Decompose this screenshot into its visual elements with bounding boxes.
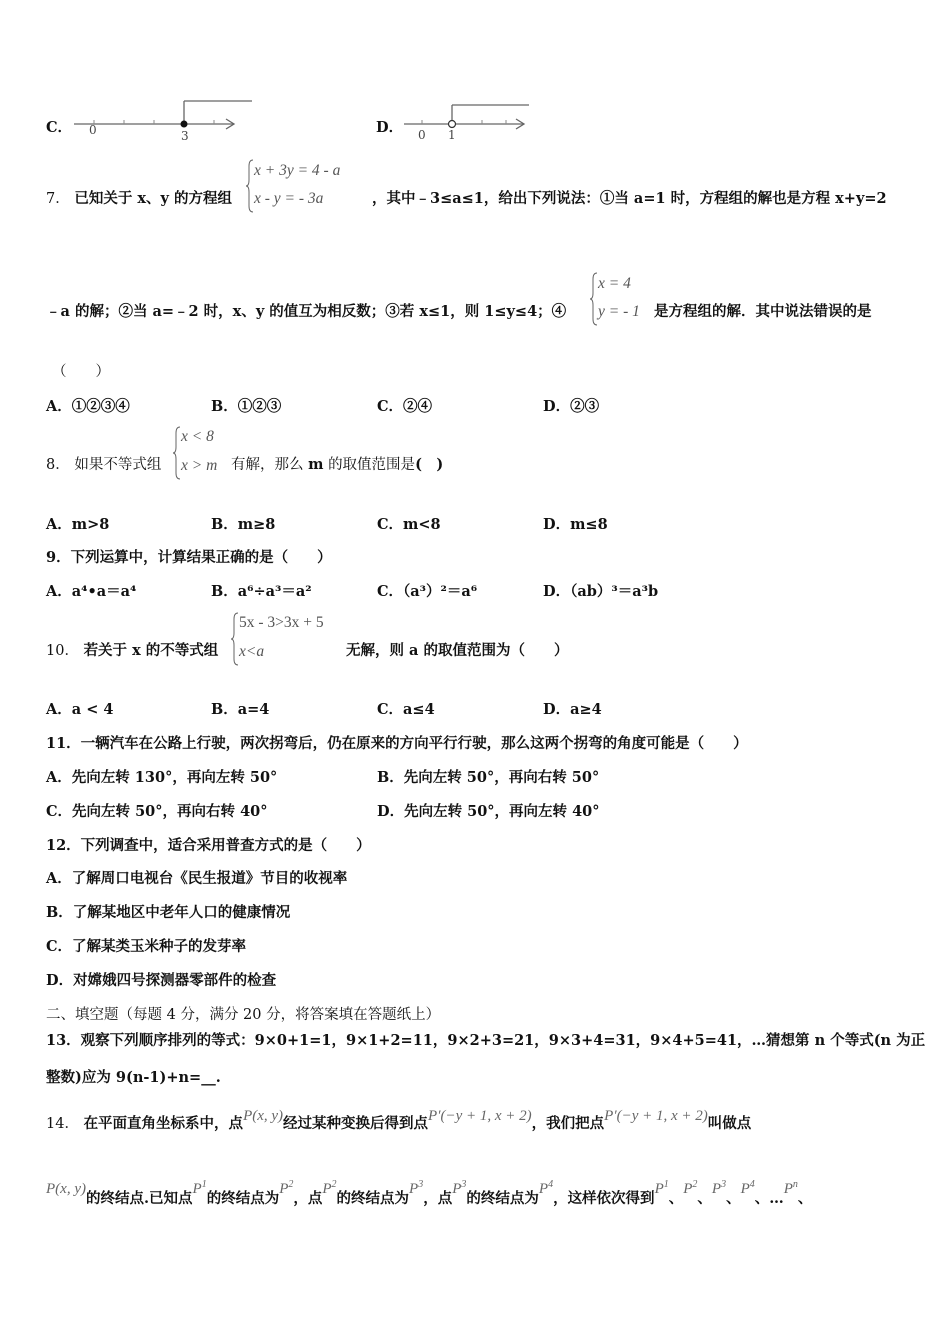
question-8-text-a: 如果不等式组 bbox=[74, 457, 162, 473]
numberline-c-tick-0: 0 bbox=[89, 123, 97, 137]
question-14-text-f-1: 的终结点为 bbox=[206, 1190, 280, 1207]
question-14-text-f-2: 的终结点为 bbox=[336, 1190, 410, 1207]
numberline-c-tick-3: 3 bbox=[181, 129, 189, 143]
question-12-option-b: B．了解某地区中老年人口的健康情况 bbox=[46, 904, 291, 921]
question-10-inequality-2: x<a bbox=[239, 643, 265, 660]
question-13-line-2: 整数)应为 9(n-1)+n=__. bbox=[46, 1069, 221, 1086]
question-11-option-a: A．先向左转 130°，再向左转 50° bbox=[46, 769, 278, 786]
question-8-inequality-2: x > m bbox=[181, 457, 218, 474]
question-14-text-e: 的终结点.已知点 bbox=[85, 1190, 193, 1207]
question-10-inequality-system bbox=[231, 611, 351, 667]
question-7-solution-y: y = - 1 bbox=[598, 303, 640, 320]
question-7-equation-system bbox=[246, 158, 366, 214]
question-8-text-c: 的取值范围是 bbox=[328, 457, 416, 473]
question-7-line-1 bbox=[46, 187, 232, 208]
question-7-text-b: ，其中﹣3≤a≤1，给出下列说法：①当 a=1 时，方程组的解也是方程 x+y=2 bbox=[372, 190, 887, 207]
question-8-option-a: A．m>8 bbox=[46, 516, 110, 533]
question-10-text-a: 若关于 x 的不等式组 bbox=[83, 642, 219, 659]
question-8-number: 8． bbox=[46, 457, 70, 473]
question-7-number: 7． bbox=[46, 191, 70, 207]
option-c-numberline bbox=[46, 100, 266, 150]
question-11-text: 11．一辆汽车在公路上行驶，两次拐弯后，仍在原来的方向平行行驶，那么这两个拐弯的角度可能是（ ） bbox=[46, 735, 748, 752]
option-c-label: C． bbox=[46, 119, 73, 136]
question-14-p2b: $P^2$ bbox=[322, 1179, 337, 1197]
question-14-number: 14． bbox=[46, 1116, 79, 1132]
question-8-line-1b bbox=[231, 453, 443, 474]
question-14-seq-p1: $P^1$ bbox=[654, 1179, 669, 1197]
question-7-text-d: 是方程组的解．其中说法错误的是 bbox=[654, 303, 872, 320]
question-14-seq-p3: $P^3$ bbox=[711, 1179, 727, 1197]
question-14-point-p: P(x, y) bbox=[243, 1108, 284, 1124]
question-14-point-p-2: P(x, y) bbox=[46, 1181, 86, 1197]
question-11-option-d: D．先向左转 50°，再向左转 40° bbox=[377, 803, 600, 820]
question-7-text-a: 已知关于 x、y 的方程组 bbox=[74, 190, 233, 207]
question-7-paren: （ ） bbox=[52, 364, 110, 380]
question-14-text-f-3: 的终结点为 bbox=[466, 1190, 539, 1207]
question-8-text-b: 有解，那么 bbox=[231, 457, 304, 473]
numberline-d-graphic bbox=[404, 100, 564, 145]
question-8-line-1 bbox=[46, 453, 161, 474]
question-7-solution-system bbox=[590, 271, 660, 327]
question-14-point-pprime-2: P′(−y + 1, x + 2) bbox=[604, 1108, 708, 1124]
option-d-numberline bbox=[376, 100, 576, 150]
question-8-option-b: B．m≥8 bbox=[211, 516, 276, 533]
question-14-text-g-1: ，点 bbox=[293, 1190, 323, 1207]
question-9-option-b: B．a⁶÷a³＝a² bbox=[211, 583, 312, 600]
question-10-number: 10． bbox=[46, 643, 79, 659]
question-8-inequality-system bbox=[173, 425, 233, 481]
question-14-text-g-2: ，点 bbox=[423, 1190, 453, 1207]
question-8-paren: ( ) bbox=[415, 456, 444, 473]
question-10-option-c: C．a≤4 bbox=[377, 701, 435, 718]
numberline-c-graphic bbox=[74, 100, 274, 145]
numberline-d-tick-0: 0 bbox=[418, 128, 426, 142]
question-11-option-b: B．先向左转 50°，再向右转 50° bbox=[377, 769, 600, 786]
numberline-d-tick-1: 1 bbox=[448, 128, 456, 142]
option-d-label: D． bbox=[376, 119, 404, 136]
question-14-text-d: 叫做点 bbox=[707, 1115, 752, 1132]
question-14-comma: ， bbox=[553, 1190, 568, 1207]
question-7-solution-x: x = 4 bbox=[598, 275, 631, 292]
question-7-option-b: B．①②③ bbox=[211, 398, 282, 415]
question-7-option-d: D．②③ bbox=[543, 398, 600, 415]
question-8-option-c: C．m<8 bbox=[377, 516, 441, 533]
question-14-point-pprime: P′(−y + 1, x + 2) bbox=[428, 1108, 532, 1124]
question-12-text: 12．下列调查中，适合采用普查方式的是（ ） bbox=[46, 837, 371, 854]
question-10-line-1 bbox=[46, 639, 218, 660]
question-7-equation-1: x + 3y = 4 - a bbox=[254, 162, 341, 179]
question-12-option-a: A．了解周口电视台《民生报道》节目的收视率 bbox=[46, 870, 348, 887]
question-14-text-b: 经过某种变换后得到点 bbox=[283, 1115, 429, 1132]
question-8-option-d: D．m≤8 bbox=[543, 516, 608, 533]
question-9-text: 9．下列运算中，计算结果正确的是（ ） bbox=[46, 549, 332, 566]
question-14-ellipsis: … bbox=[769, 1190, 784, 1207]
question-12-option-c: C．了解某类玉米种子的发芽率 bbox=[46, 938, 247, 955]
question-14-p4: $P^4$ bbox=[538, 1179, 554, 1197]
question-7-text-c: ﹣a 的解；②当 a=﹣2 时，x、y 的值互为相反数；③若 x≤1，则 1≤y≤4；④ bbox=[46, 303, 567, 320]
question-8-inequality-1: x < 8 bbox=[181, 428, 214, 445]
question-10-inequality-1: 5x - 3>3x + 5 bbox=[239, 614, 324, 631]
question-14-p2: $P^2$ bbox=[279, 1179, 294, 1197]
question-14-line-2: P(x, y)的终结点.已知点$P^1$的终结点为$P^2$，点$P^2$的终结点为$P^3$，点$P^3$的终结点为$P^4$，这样依次得到$P^1$、$P^2$、$P^3$、$P^4$、$\dots P^n$、 bbox=[46, 1179, 813, 1207]
question-14-seq-p2: $P^2$ bbox=[683, 1179, 698, 1197]
question-9-option-d: D．（ab）³＝a³b bbox=[543, 583, 659, 600]
question-14-text-c: ，我们把点 bbox=[531, 1115, 605, 1132]
question-14-seq-pn: $P^n$ bbox=[783, 1179, 798, 1197]
question-12-option-d: D．对嫦娥四号探测器零部件的检查 bbox=[46, 972, 277, 989]
question-14-p1: $P^1$ bbox=[192, 1179, 207, 1197]
question-14-line-1 bbox=[46, 1108, 752, 1133]
question-13-line-1: 13．观察下列顺序排列的等式：9×0+1=1，9×1+2=11，9×2+3=21，9×3+4=31，9×4+5=41，…猜想第 n 个等式(n 为正 bbox=[46, 1032, 926, 1049]
question-10-option-b: B．a=4 bbox=[211, 701, 270, 718]
question-14-p3b: $P^3$ bbox=[452, 1179, 467, 1197]
question-10-option-d: D．a≥4 bbox=[543, 701, 602, 718]
question-14-text-a: 在平面直角坐标系中，点 bbox=[83, 1115, 244, 1132]
question-10-text-b: 无解，则 a 的取值范围为（ ） bbox=[346, 642, 569, 659]
question-14-seq-p4: $P^4$ bbox=[740, 1179, 755, 1197]
question-8-text-m: m bbox=[308, 456, 324, 473]
question-9-option-c: C．（a³）²＝a⁶ bbox=[377, 583, 478, 600]
question-7-equation-2: x - y = - 3a bbox=[254, 190, 324, 207]
question-14-p3: $P^3$ bbox=[409, 1179, 424, 1197]
question-7-option-a: A．①②③④ bbox=[46, 398, 130, 415]
question-7-option-c: C．②④ bbox=[377, 398, 433, 415]
section-2-title: 二、填空题（每题 4 分，满分 20 分，将答案填在答题纸上） bbox=[46, 1007, 441, 1023]
question-11-option-c: C．先向左转 50°，再向右转 40° bbox=[46, 803, 268, 820]
question-14-text-h: 这样依次得到 bbox=[567, 1190, 655, 1207]
question-9-option-a: A．a⁴•a＝a⁴ bbox=[46, 583, 137, 600]
question-10-option-a: A．a < 4 bbox=[46, 701, 114, 718]
